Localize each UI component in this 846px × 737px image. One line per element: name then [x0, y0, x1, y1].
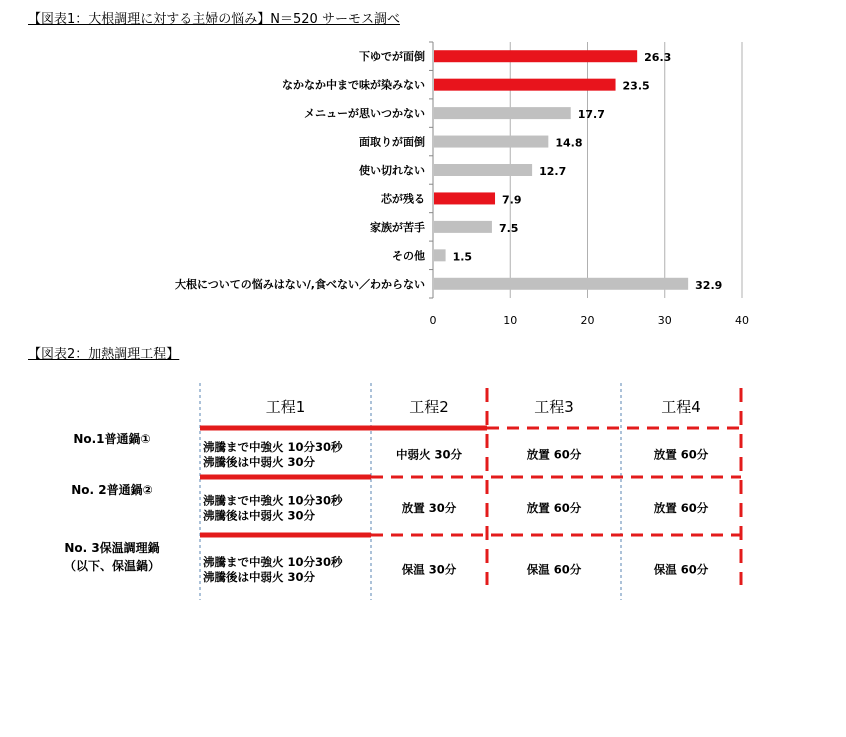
category-label: 芯が残る [381, 192, 425, 206]
bar-chart [0, 0, 846, 340]
x-tick-label: 40 [735, 314, 749, 327]
category-label: 面取りが面倒 [359, 135, 425, 149]
process-cell: 沸騰後は中弱火 30分 [203, 455, 316, 469]
x-tick-label: 10 [503, 314, 518, 327]
data-label: 12.7 [539, 165, 567, 178]
process-cell: 沸騰まで中強火 10分30秒 [203, 555, 343, 569]
x-tick-label: 30 [657, 314, 672, 327]
category-label: 使い切れない [359, 164, 425, 177]
data-label: 14.8 [555, 136, 583, 150]
x-tick-label: 0 [429, 314, 437, 327]
bar [434, 136, 548, 148]
process-cell: 放置 60分 [653, 501, 709, 515]
bar [434, 221, 492, 233]
step-header: 工程1 [265, 398, 306, 416]
process-cell: 沸騰まで中強火 10分30秒 [203, 493, 343, 508]
process-cell: 放置 30分 [401, 501, 457, 515]
step-header: 工程3 [534, 398, 574, 416]
bar [434, 249, 446, 261]
data-label: 7.5 [498, 221, 519, 235]
data-label: 17.7 [577, 108, 605, 122]
process-cell: 沸騰後は中弱火 30分 [203, 508, 316, 523]
process-cell: 保温 60分 [526, 562, 582, 577]
data-label: 1.5 [452, 250, 473, 264]
bar [434, 192, 495, 204]
figure1-title: 【図表1：大根調理に対する主婦の悩み】N＝520 サーモス調べ [28, 12, 400, 27]
category-label: なかなか中まで味が染みない [282, 78, 425, 92]
figure2-title: 【図表2：加熱調理工程】 [28, 347, 180, 362]
x-tick-label: 20 [580, 314, 595, 327]
process-cell: 放置 60分 [526, 447, 582, 462]
bar [434, 164, 532, 176]
process-cell: 沸騰まで中強火 10分30秒 [203, 440, 343, 454]
bar [434, 50, 637, 62]
process-cell: 中弱火 30分 [395, 447, 463, 462]
process-cell: 放置 60分 [526, 501, 582, 515]
process-cell: 保温 30分 [401, 562, 457, 577]
step-header: 工程2 [409, 398, 449, 416]
bar [434, 79, 616, 91]
process-cell: 保温 60分 [653, 562, 709, 577]
process-cell: 放置 60分 [653, 447, 709, 462]
category-label: 家族が苦手 [370, 220, 425, 234]
row-label: No. 3保温調理鍋 [64, 541, 160, 555]
bar [434, 107, 571, 119]
step-header: 工程4 [661, 398, 701, 416]
data-label: 32.9 [695, 278, 723, 292]
data-label: 7.9 [502, 193, 522, 207]
category-label: メニューが思いつかない [304, 107, 425, 121]
process-cell: 沸騰後は中弱火 30分 [203, 570, 316, 584]
row-label: No.1普通鍋① [73, 432, 151, 446]
bar [434, 278, 688, 290]
row-label: No. 2普通鍋② [71, 483, 153, 497]
row-label: （以下、保温鍋） [63, 559, 161, 573]
category-label: 大根についての悩みはない/,食べない／わからない [175, 277, 425, 291]
category-label: 下ゆでが面倒 [359, 50, 425, 64]
data-label: 26.3 [644, 51, 672, 65]
data-label: 23.5 [622, 79, 650, 93]
category-label: その他 [392, 249, 425, 263]
